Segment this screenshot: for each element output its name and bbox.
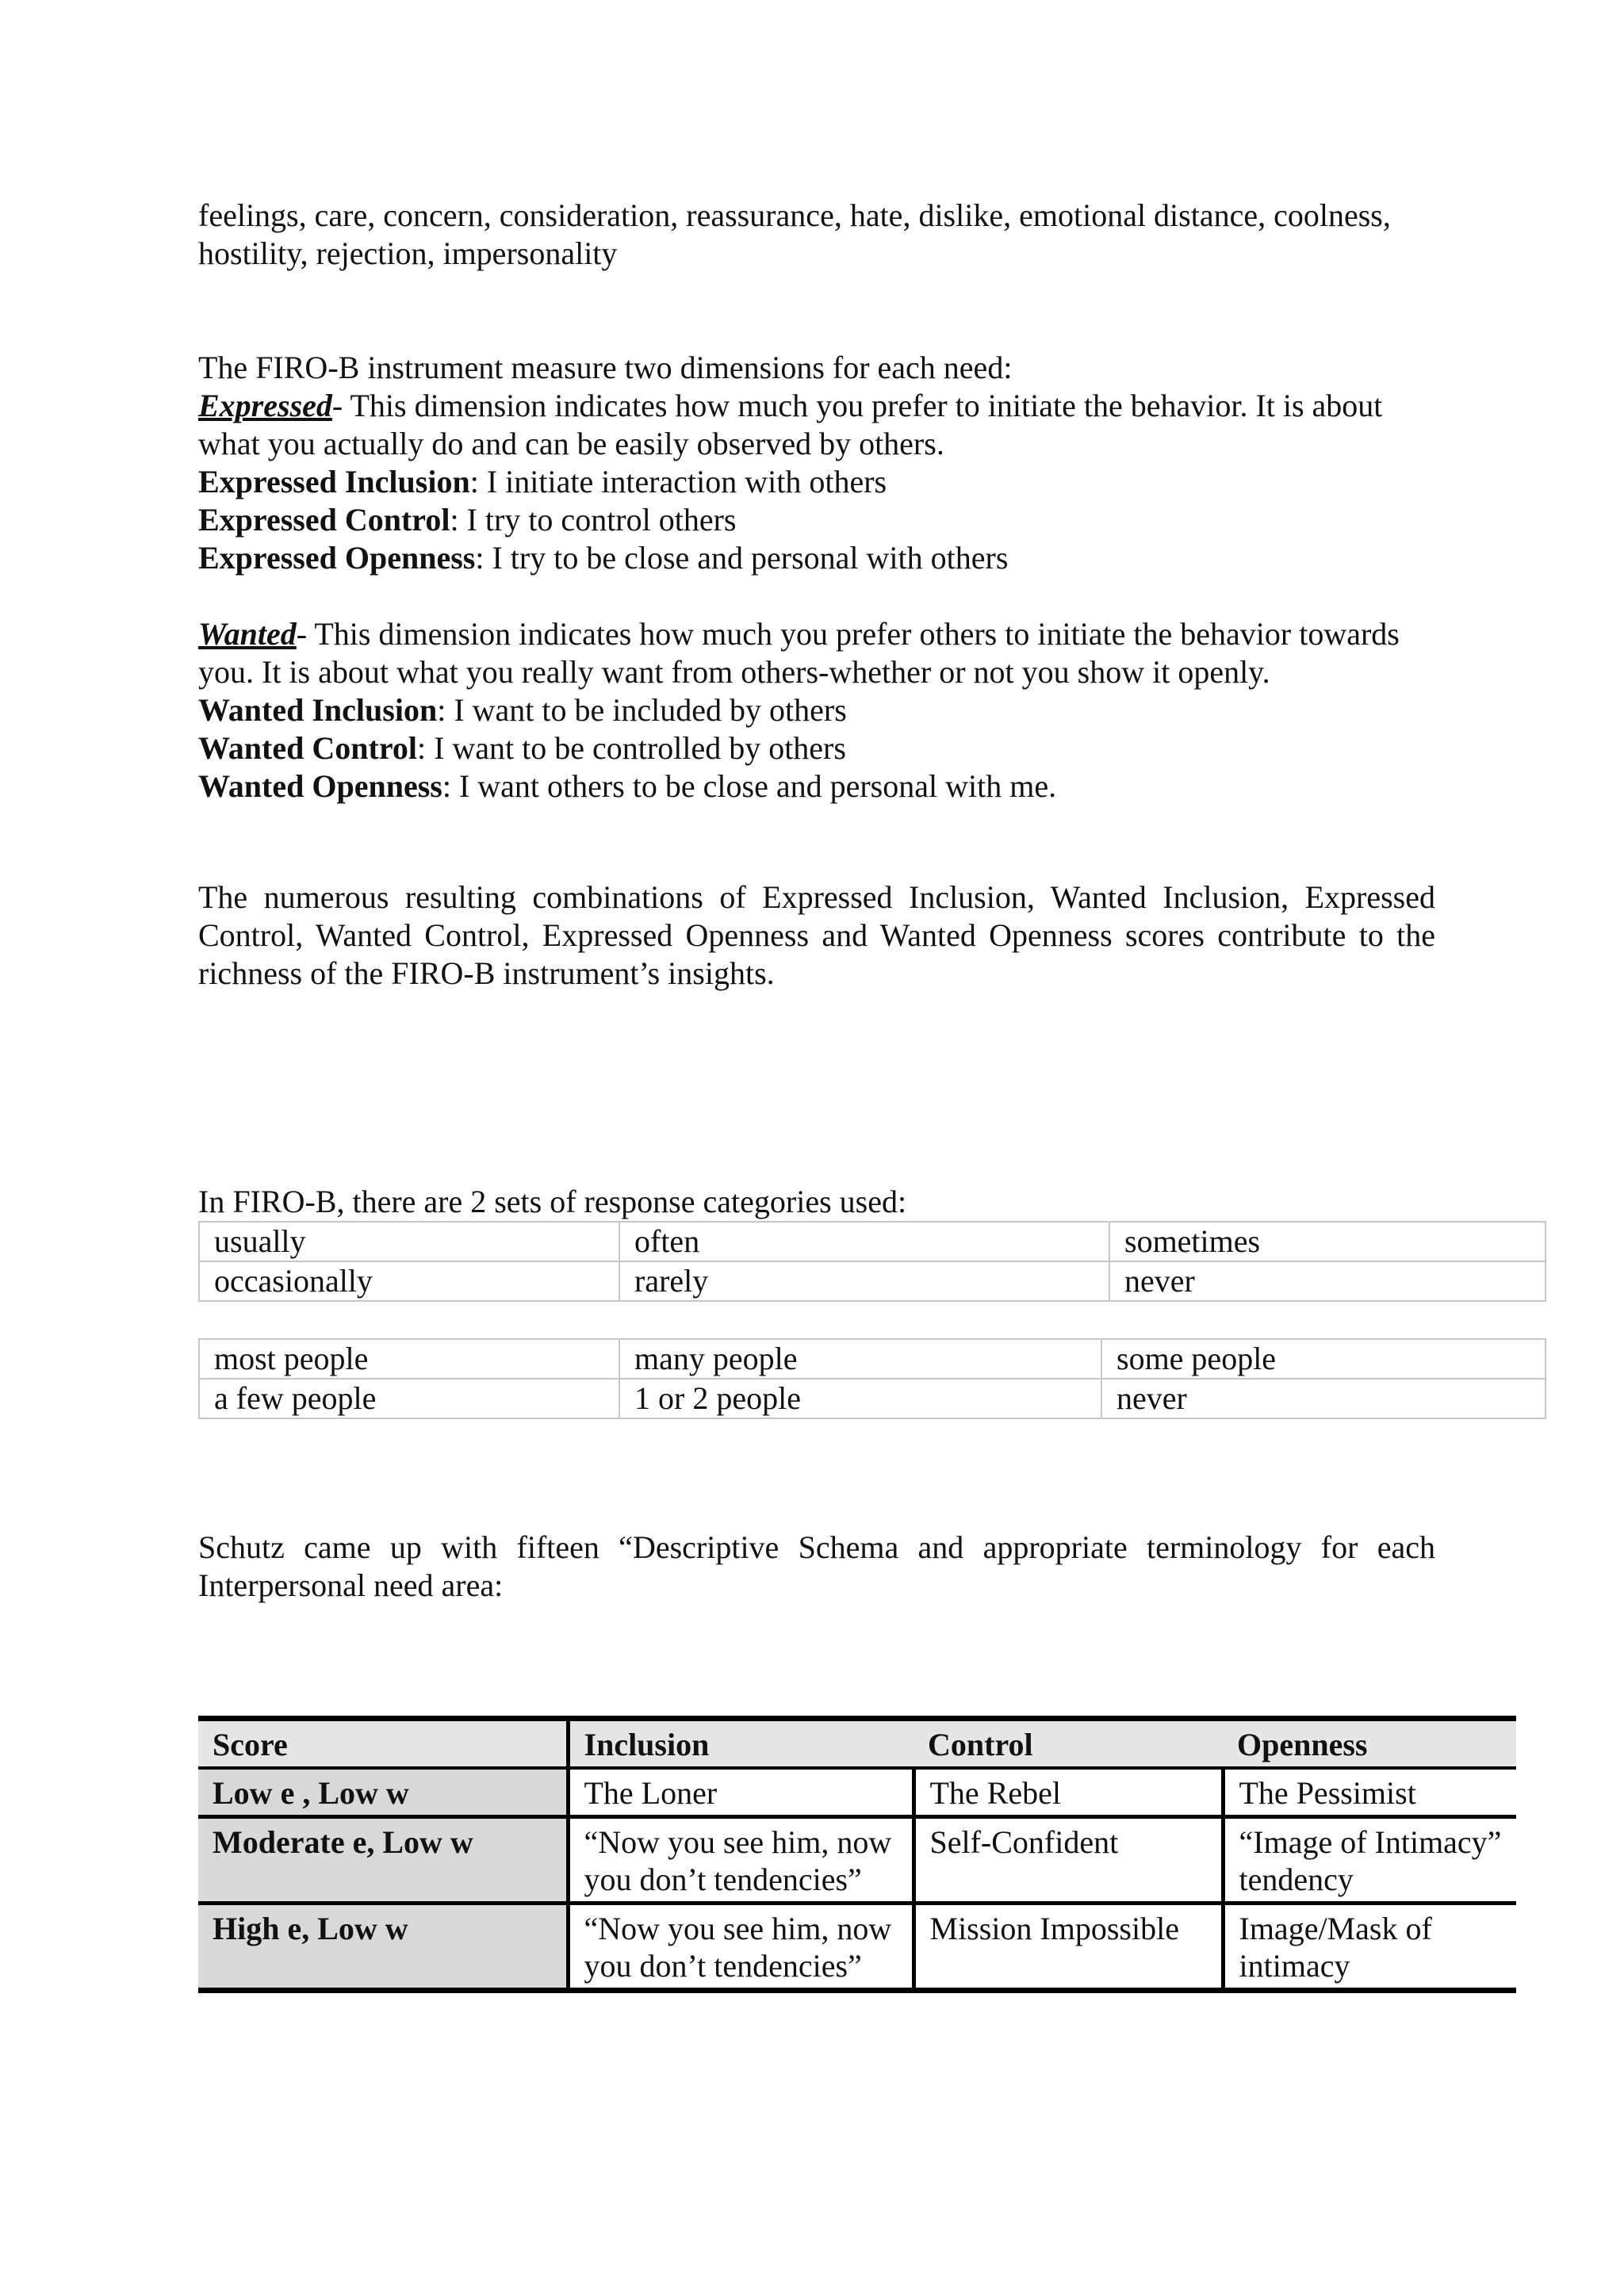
intro-line-1: feelings, care, concern, consideration, reassurance, hate, dislike, emotional distance, coolness, (198, 197, 1391, 233)
inclusion-cell: “Now you see him, now you don’t tendencies” (568, 1904, 914, 1991)
header-score: Score (198, 1719, 568, 1769)
table-row (199, 1379, 1545, 1418)
table-row (198, 1817, 1516, 1904)
wanted-desc-1: - This dimension indicates how much you prefer others to initiate the behavior towards (296, 616, 1400, 652)
header-inclusion: Inclusion (568, 1719, 914, 1769)
wanted-desc-2: you. It is about what you really want from others-whether or not you show it openly. (198, 654, 1270, 690)
table-cell: occasionally (199, 1261, 619, 1301)
wanted-item (198, 691, 1435, 729)
combinations-line-3: richness of the FIRO-B instrument’s insights. (198, 955, 775, 991)
table-cell: usually (199, 1222, 619, 1261)
table-row (199, 1261, 1545, 1301)
openness-cell: Image/Mask of intimacy (1223, 1904, 1516, 1991)
response-set-2-table (198, 1338, 1546, 1419)
wanted-item-label: Wanted Inclusion (198, 692, 438, 728)
spacer (198, 577, 1435, 615)
wanted-item-text: : I want to be included by others (437, 692, 847, 728)
openness-cell: The Pessimist (1223, 1768, 1516, 1817)
table-cell: many people (619, 1339, 1101, 1379)
table-cell: rarely (619, 1261, 1109, 1301)
combinations-line-1: The numerous resulting combinations of Expressed Inclusion, Wanted Inclusion, Expressed (198, 879, 1435, 915)
expressed-item (198, 463, 1435, 501)
table-row (199, 1339, 1545, 1379)
wanted-item (198, 729, 1435, 767)
inclusion-cell: “Now you see him, now you don’t tendencies” (568, 1817, 914, 1904)
expressed-item (198, 501, 1435, 539)
combinations-line-2: Control, Wanted Control, Expressed Openness and Wanted Openness scores contribute to the (198, 917, 1435, 953)
dimensions-section (198, 349, 1435, 806)
control-cell: Mission Impossible (914, 1904, 1223, 1991)
header-openness: Openness (1223, 1719, 1516, 1769)
descriptive-schema-table (198, 1716, 1516, 1993)
table-cell: often (619, 1222, 1109, 1261)
wanted-item-label: Wanted Openness (198, 768, 442, 804)
score-cell: High e, Low w (198, 1904, 568, 1991)
table-row (199, 1222, 1545, 1261)
intro-paragraph (198, 197, 1435, 273)
combinations-paragraph (198, 878, 1435, 993)
wanted-item-text: : I want others to be close and personal with me. (442, 768, 1057, 804)
response-heading: In FIRO-B, there are 2 sets of response categories used: (198, 1184, 907, 1219)
expressed-item-text: : I try to be close and personal with others (475, 540, 1009, 576)
expressed-definition-line-1 (198, 387, 1435, 425)
expressed-item-text: : I initiate interaction with others (469, 464, 887, 499)
expressed-item-text: : I try to control others (450, 502, 737, 538)
wanted-term: Wanted (198, 616, 297, 652)
wanted-item-label: Wanted Control (198, 730, 417, 766)
response-set-1-table (198, 1221, 1546, 1302)
score-cell: Moderate e, Low w (198, 1817, 568, 1904)
expressed-item-label: Expressed Openness (198, 540, 476, 576)
expressed-term: Expressed (198, 388, 332, 423)
table-cell: some people (1101, 1339, 1545, 1379)
expressed-item-label: Expressed Inclusion (198, 464, 470, 499)
table-row (198, 1768, 1516, 1817)
expressed-desc-1: - This dimension indicates how much you prefer to initiate the behavior. It is about (331, 388, 1383, 423)
header-control: Control (914, 1719, 1223, 1769)
table-header-row (198, 1719, 1516, 1769)
schutz-line-1: Schutz came up with fifteen “Descriptive Schema and appropriate terminology for each (198, 1529, 1435, 1565)
score-cell: Low e , Low w (198, 1768, 568, 1817)
table-cell: 1 or 2 people (619, 1379, 1101, 1418)
expressed-item-label: Expressed Control (198, 502, 450, 538)
wanted-item (198, 767, 1435, 806)
expressed-desc-2: what you actually do and can be easily observed by others. (198, 426, 944, 461)
table-row (198, 1904, 1516, 1991)
table-cell: never (1109, 1261, 1545, 1301)
openness-cell: “Image of Intimacy” tendency (1223, 1817, 1516, 1904)
dimensions-heading: The FIRO-B instrument measure two dimensions for each need: (198, 350, 1013, 385)
intro-line-2: hostility, rejection, impersonality (198, 235, 618, 271)
expressed-item (198, 539, 1435, 577)
inclusion-cell: The Loner (568, 1768, 914, 1817)
wanted-item-text: : I want to be controlled by others (416, 730, 846, 766)
schutz-paragraph (198, 1529, 1435, 1605)
table-cell: most people (199, 1339, 619, 1379)
table-cell: sometimes (1109, 1222, 1545, 1261)
schutz-line-2: Interpersonal need area: (198, 1567, 504, 1603)
control-cell: Self-Confident (914, 1817, 1223, 1904)
control-cell: The Rebel (914, 1768, 1223, 1817)
table-cell: a few people (199, 1379, 619, 1418)
wanted-definition-line-1 (198, 615, 1435, 653)
table-cell: never (1101, 1379, 1545, 1418)
